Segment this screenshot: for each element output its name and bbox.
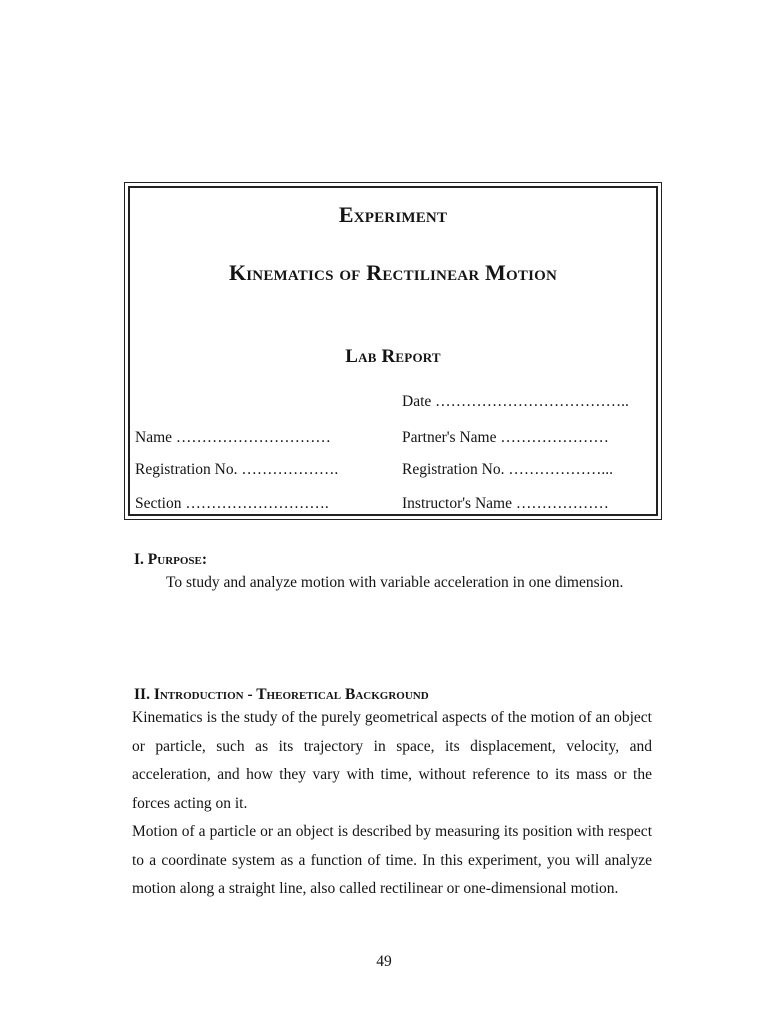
page-number: 49 [376,953,392,970]
title-box-inner-border [128,186,658,516]
partners-name-field: Partner's Name ………………… [402,429,609,446]
report-title: Lab Report [345,346,441,367]
date-field: Date ……………………………….. [402,393,629,410]
partner-registration-no-field: Registration No. ………………... [402,461,613,478]
introduction-body [132,704,652,904]
introduction-paragraph-2: Motion of a particle or an object is described by measuring its position with respect to a coordinate system as a function of time. In this experiment, you will analyze motion along a straight line, also called rectilinear or one-dimensional motion. [132,823,652,897]
introduction-heading: II. Introduction - Theoretical Background [134,686,429,703]
experiment-subtitle: Kinematics of Rectilinear Motion [228,260,558,285]
registration-no-field: Registration No. ………………. [135,461,339,478]
instructors-name-field: Instructor's Name ……………… [402,495,609,512]
purpose-text: To study and analyze motion with variable acceleration in one dimension. [166,574,624,591]
introduction-paragraph-1: Kinematics is the study of the purely geometrical aspects of the motion of an object or particle, such as its trajectory in space, its displacement, velocity, and acceleration, and how they vary with time, without reference to its mass or the forces acting on it. [132,709,652,812]
purpose-heading: I. Purpose: [134,551,208,568]
section-field: Section ………………………. [135,495,329,512]
experiment-title: Experiment [338,202,448,227]
name-field: Name ………………………… [135,429,331,446]
title-box [124,182,662,520]
